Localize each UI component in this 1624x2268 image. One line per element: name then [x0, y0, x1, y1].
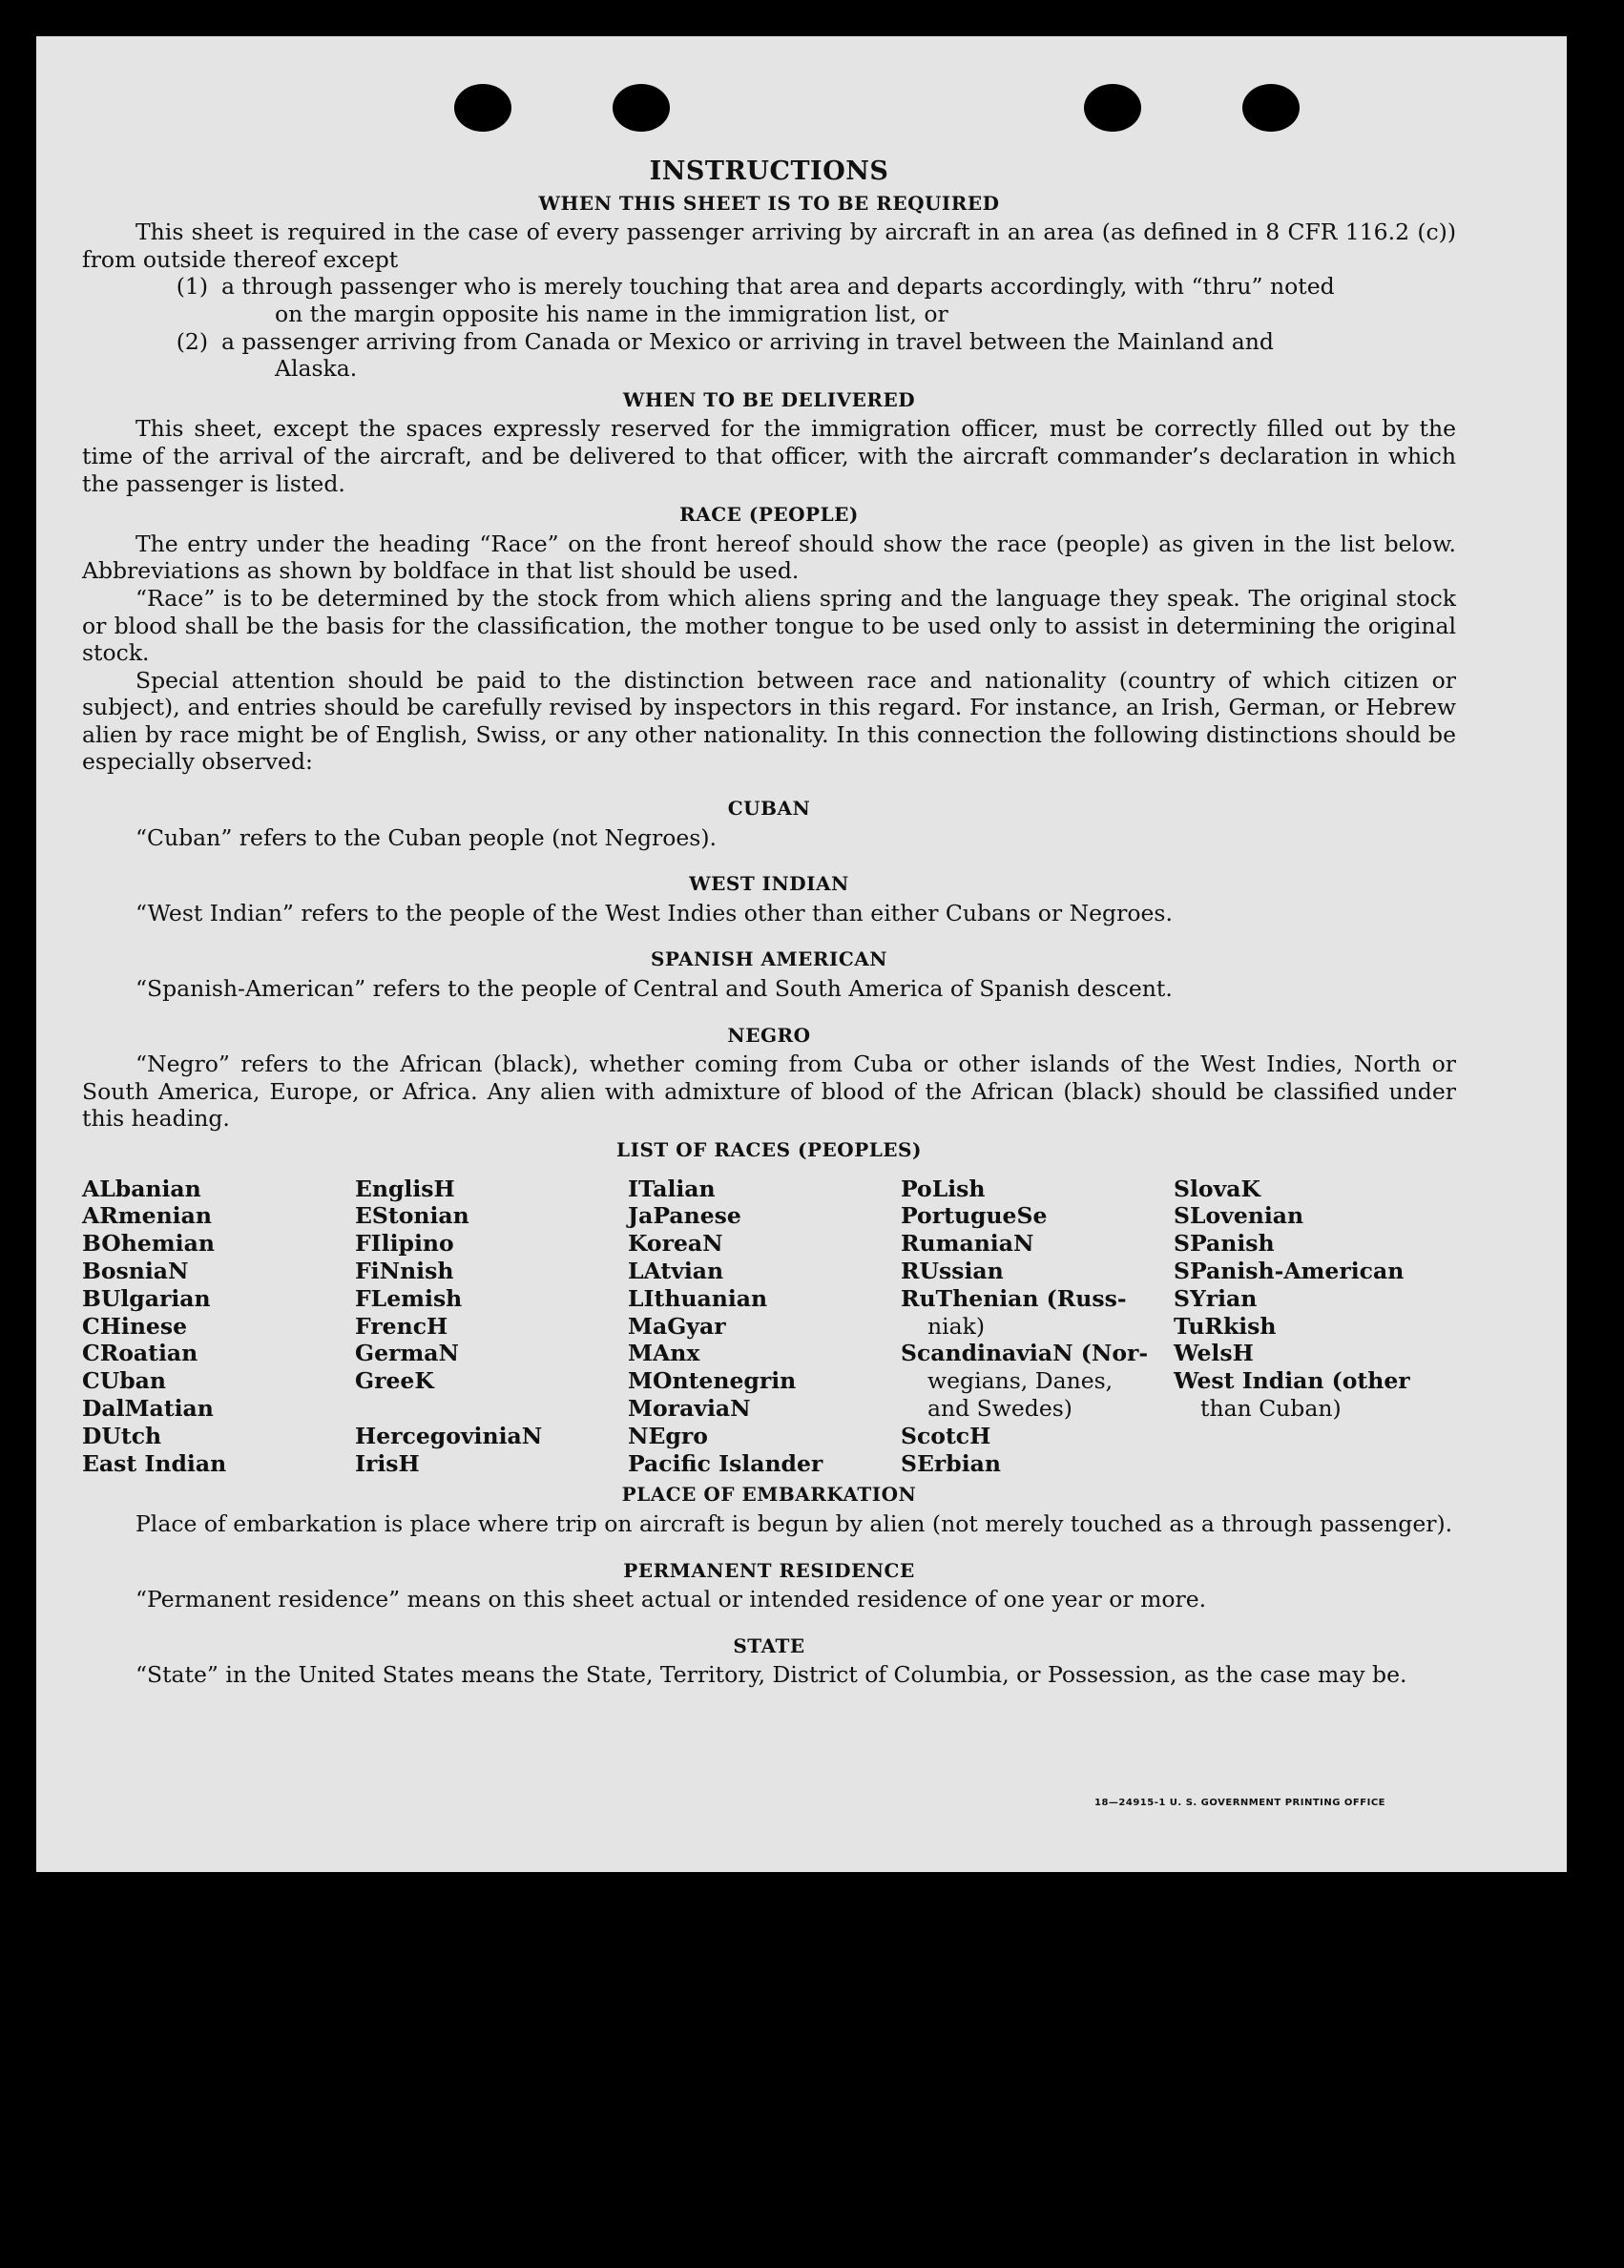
race-entry: SlovaK: [1174, 1175, 1260, 1202]
item-text: a through passenger who is merely touching that area and departs accordingly, with “thru” noted: [221, 273, 1335, 301]
heading-race: RACE (PEOPLE): [679, 503, 859, 527]
race-entry: FLemish: [355, 1284, 463, 1312]
race-entry: West Indian (other: [1174, 1367, 1410, 1395]
punch-hole: [1084, 84, 1141, 132]
race-entry: ScandinaviaN (Nor-: [901, 1340, 1149, 1367]
race-entry: DalMatian: [82, 1394, 214, 1422]
race-entry: wegians, Danes,: [927, 1367, 1114, 1395]
race-entry: SLovenian: [1174, 1202, 1304, 1230]
race-entry: ScotcH: [901, 1422, 991, 1449]
paragraph: “Spanish-American” refers to the people of Central and South America of Spanish descent.: [135, 975, 1173, 1003]
race-entry: MoraviaN: [628, 1394, 751, 1422]
race-entry: MaGyar: [628, 1312, 726, 1340]
race-entry: and Swedes): [927, 1394, 1072, 1422]
paragraph: “Cuban” refers to the Cuban people (not Negroes).: [135, 823, 718, 851]
race-entry: IrisH: [355, 1449, 420, 1477]
race-entry: [1174, 1450, 1447, 1478]
race-entry: GermaN: [355, 1340, 459, 1367]
race-entry: ALbanian: [82, 1175, 201, 1202]
race-entry: PortugueSe: [901, 1202, 1048, 1230]
race-entry: ITalian: [628, 1175, 716, 1202]
race-entry: WelsH: [1174, 1340, 1254, 1367]
race-entry: LAtvian: [628, 1257, 724, 1284]
race-entry: EnglisH: [355, 1175, 455, 1202]
race-entry: niak): [927, 1312, 986, 1340]
item-text-continued: on the margin opposite his name in the immigration list, or: [275, 300, 948, 327]
instruction-sheet: [36, 36, 1567, 1872]
paragraph: “State” in the United States means the State, Territory, District of Columbia, or Possession, as the case may be.: [135, 1661, 1407, 1689]
punch-hole: [1242, 84, 1300, 132]
race-entry: HercegoviniaN: [355, 1422, 543, 1449]
paragraph: The entry under the heading “Race” on the front hereof should show the race (people) as given in the list below. Abbreviations as shown by boldface in that list should be used.: [82, 530, 1456, 585]
paragraph: Special attention should be paid to the distinction between race and nationality (country of which citizen or subject), and entries should be carefully revised by inspectors in this regard. For instance, an Irish, German, or Hebrew alien by race might be of English, Swiss, or any other nationality. In this connection the following distinctions should be especially observed:: [82, 666, 1456, 776]
race-entry: SPanish-American: [1174, 1257, 1405, 1284]
race-entry: CRoatian: [82, 1340, 198, 1367]
race-entry: JaPanese: [628, 1202, 741, 1230]
paragraph: “West Indian” refers to the people of the West Indies other than either Cubans or Negroes.: [135, 899, 1173, 926]
race-entry: FrencH: [355, 1312, 448, 1340]
heading-west-indian: WEST INDIAN: [689, 872, 849, 896]
heading-spanish-american: SPANISH AMERICAN: [650, 947, 888, 971]
race-entry: CHinese: [82, 1312, 188, 1340]
race-entry: DUtch: [82, 1422, 162, 1449]
paragraph: This sheet is required in the case of every passenger arriving by aircraft in an area (as defined in 8 CFR 116.2 (c)) from outside thereof except: [82, 218, 1456, 273]
race-entry: NEgro: [628, 1422, 708, 1449]
heading-when-delivered: WHEN TO BE DELIVERED: [622, 387, 916, 411]
heading-embarkation: PLACE OF EMBARKATION: [621, 1483, 917, 1507]
race-entry: BosniaN: [82, 1257, 189, 1284]
race-entry: SErbian: [901, 1449, 1001, 1477]
race-entry: RUssian: [901, 1257, 1004, 1284]
race-entry: SPanish: [1174, 1230, 1275, 1258]
heading-permanent-residence: PERMANENT RESIDENCE: [623, 1558, 915, 1582]
race-entry: GreeK: [355, 1367, 434, 1395]
punch-hole: [454, 84, 511, 132]
item-number: (2): [176, 327, 208, 355]
race-entry: Pacific Islander: [628, 1449, 823, 1477]
race-entry: FIlipino: [355, 1230, 454, 1258]
race-entry: RumaniaN: [901, 1230, 1034, 1258]
races-list: [82, 1176, 1456, 1478]
list-item: [82, 273, 1456, 301]
race-entry: FiNnish: [355, 1257, 454, 1284]
heading-state: STATE: [733, 1633, 805, 1657]
paragraph: “Permanent residence” means on this sheet actual or intended residence of one year or more.: [135, 1586, 1207, 1613]
race-entry: ARmenian: [82, 1202, 212, 1230]
race-entry: PoLish: [901, 1175, 986, 1202]
race-entry: KoreaN: [628, 1230, 723, 1258]
race-entry: MOntenegrin: [628, 1367, 797, 1395]
heading-cuban: CUBAN: [727, 797, 811, 821]
race-entry: CUban: [82, 1367, 166, 1395]
item-text-continued: Alaska.: [275, 355, 358, 383]
race-entry: BUlgarian: [82, 1284, 211, 1312]
race-entry: [1174, 1423, 1447, 1450]
item-number: (1): [176, 273, 208, 301]
heading-when-required: WHEN THIS SHEET IS TO BE REQUIRED: [538, 191, 1000, 215]
heading-list-of-races: LIST OF RACES (PEOPLES): [616, 1138, 922, 1161]
race-entry: TuRkish: [1174, 1312, 1277, 1340]
race-entry: East Indian: [82, 1449, 227, 1477]
race-entry: SYrian: [1174, 1284, 1258, 1312]
punch-hole: [613, 84, 670, 132]
paragraph: “Race” is to be determined by the stock from which aliens spring and the language they speak. The original stock or blood shall be the basis for the classification, the mother tongue to be used only to assist in determining the original stock.: [82, 584, 1456, 667]
race-entry: BOhemian: [82, 1230, 215, 1258]
paragraph: “Negro” refers to the African (black), whether coming from Cuba or other islands of the West Indies, North or South America, Europe, or Africa. Any alien with admixture of blood of the African (black) should be classified under this heading.: [82, 1051, 1456, 1133]
printer-imprint: 18—24915-1 U. S. GOVERNMENT PRINTING OFFICE: [1094, 1798, 1385, 1808]
race-entry: RuThenian (Russ-: [901, 1284, 1127, 1312]
race-entry: [355, 1395, 628, 1423]
page-title: INSTRUCTIONS: [649, 156, 889, 186]
item-text: a passenger arriving from Canada or Mexico or arriving in travel between the Mainland and: [221, 327, 1274, 355]
heading-negro: NEGRO: [727, 1023, 811, 1047]
race-entry: LIthuanian: [628, 1284, 768, 1312]
race-entry: EStonian: [355, 1202, 469, 1230]
list-item: [82, 328, 1456, 356]
paragraph: Place of embarkation is place where trip on aircraft is begun by alien (not merely touched as a through passenger).: [135, 1509, 1453, 1537]
race-entry: MAnx: [628, 1340, 700, 1367]
instructions-body: [82, 158, 1456, 1689]
paragraph: This sheet, except the spaces expressly reserved for the immigration officer, must be correctly filled out by the time of the arrival of the aircraft, and be delivered to that officer, with the aircraft commander’s declaration in which the passenger is listed.: [82, 415, 1456, 497]
race-entry: than Cuban): [1200, 1394, 1342, 1422]
